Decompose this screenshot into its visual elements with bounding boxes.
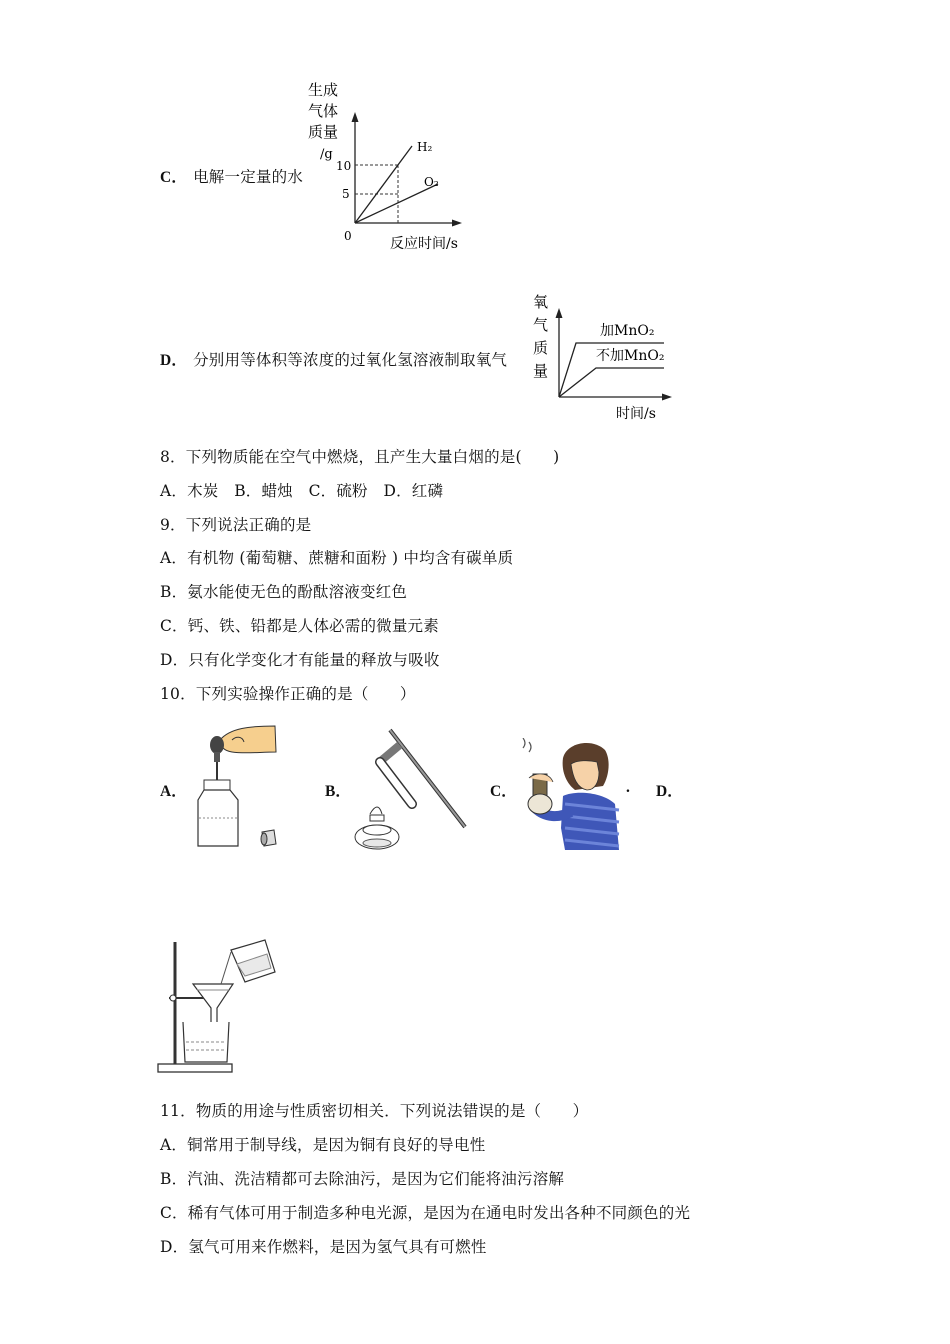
series-without-mno2-line: [559, 368, 664, 397]
q9-stem: 9．下列说法正确的是: [160, 516, 312, 534]
boy-smelling-illustration: [515, 738, 625, 853]
x-title: 时间/s: [616, 406, 656, 422]
q11-option-a: A．铜常用于制导线，是因为铜有良好的导电性: [160, 1136, 486, 1154]
q8-stem: 8．下列物质能在空气中燃烧，且产生大量白烟的是( ): [160, 448, 560, 466]
y-title-line: 气: [533, 316, 549, 334]
y-title-line: 质量: [308, 123, 339, 141]
q10-label-a: A．: [160, 783, 187, 800]
option-text: 分别用等体积等浓度的过氧化氢溶液制取氧气: [193, 351, 508, 369]
y-axis-arrow: [352, 112, 359, 122]
q11-option-d: D．氢气可用来作燃料，是因为氢气具有可燃性: [160, 1238, 487, 1256]
q11-option-c: C．稀有气体可用于制造多种电光源，是因为在通电时发出各种不同颜色的光: [160, 1204, 691, 1222]
option-text: 电解一定量的水: [193, 168, 303, 186]
option-label: C．: [160, 169, 188, 186]
series-h2-label: H₂: [417, 140, 433, 154]
heating-test-tube-illustration: [350, 722, 470, 857]
series-h2-line: [355, 146, 412, 223]
q7-option-d: [160, 348, 507, 370]
q9-option-d: D．只有化学变化才有能量的释放与吸收: [160, 651, 440, 669]
q10-label-b: B．: [325, 783, 351, 800]
x-title: 反应时间/s: [390, 236, 458, 252]
q9-option-b: B．氨水能使无色的酚酞溶液变红色: [160, 583, 408, 601]
q10-label-d: D．: [656, 783, 683, 800]
dropper-bottle-illustration: [190, 718, 285, 853]
q11-option-b: B．汽油、洗洁精都可去除油污，是因为它们能将油污溶解: [160, 1170, 565, 1188]
series-o2-label: O₂: [424, 175, 439, 189]
y-title-line: /g: [320, 147, 333, 162]
y-title-line: 生成: [308, 81, 339, 99]
series-without-mno2-label: 不加MnO₂: [596, 348, 665, 364]
option-label: D．: [160, 352, 188, 369]
y-title-line: 质: [533, 339, 549, 357]
q8-options: A．木炭 B．蜡烛 C．硫粉 D．红磷: [160, 482, 444, 500]
q9-option-a: A．有机物 (葡萄糖、蔗糖和面粉 ) 中均含有碳单质: [160, 549, 514, 567]
q7-option-c: [160, 165, 303, 187]
y-title-line: 氧: [533, 293, 549, 311]
q10-label-c: C．: [490, 783, 517, 800]
q10-stem: 10．下列实验操作正确的是（ ）: [160, 685, 416, 703]
q11-stem: 11．物质的用途与性质密切相关．下列说法错误的是（ ）: [160, 1102, 589, 1120]
chart-electrolysis-water: [300, 78, 480, 258]
x-axis-arrow: [662, 394, 672, 401]
q9-option-c: C．钙、铁、铅都是人体必需的微量元素: [160, 617, 439, 635]
origin-label: 0: [344, 229, 352, 243]
y-axis-arrow: [556, 308, 563, 318]
tick-label-5: 5: [342, 187, 350, 201]
chart-hydrogen-peroxide: [528, 290, 688, 425]
y-title-line: 量: [533, 362, 549, 380]
filtration-illustration: [155, 938, 280, 1078]
q10-dot: .: [626, 779, 630, 796]
series-with-mno2-label: 加MnO₂: [600, 323, 655, 339]
tick-label-10: 10: [336, 159, 352, 173]
y-title-line: 气体: [308, 102, 339, 120]
series-o2-line: [355, 184, 438, 223]
x-axis-arrow: [452, 220, 462, 227]
